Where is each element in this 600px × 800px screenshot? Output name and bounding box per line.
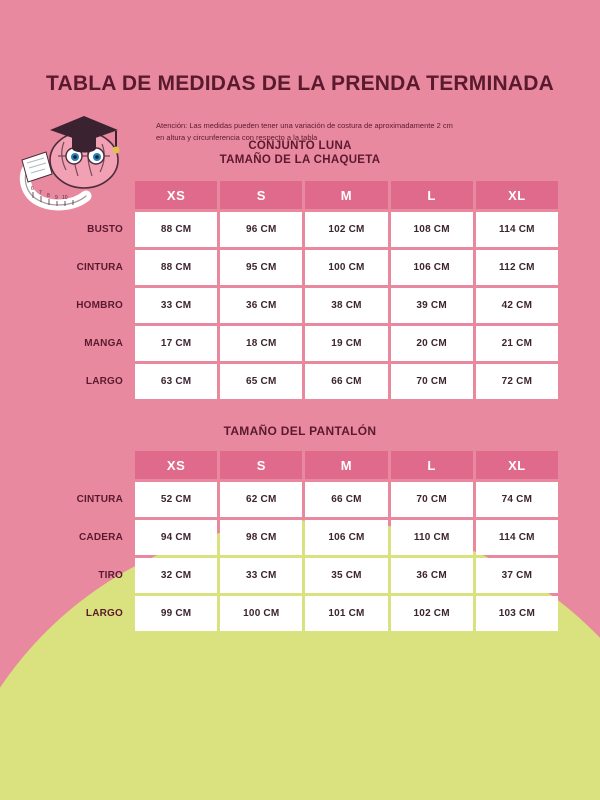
pants-size-header: XL bbox=[476, 451, 558, 479]
jacket-cell: 108 CM bbox=[391, 212, 473, 247]
jacket-cell: 88 CM bbox=[135, 250, 217, 285]
table-row bbox=[42, 364, 558, 399]
jacket-cell: 95 CM bbox=[220, 250, 302, 285]
pants-cell: 33 CM bbox=[220, 558, 302, 593]
pants-cell: 52 CM bbox=[135, 482, 217, 517]
pants-corner-cell bbox=[42, 451, 132, 479]
pants-cell: 103 CM bbox=[476, 596, 558, 631]
pants-size-header: M bbox=[305, 451, 387, 479]
pants-header-row bbox=[42, 451, 558, 479]
pants-table-wrapper bbox=[0, 448, 600, 634]
pants-cell: 100 CM bbox=[220, 596, 302, 631]
page-title: TABLA DE MEDIDAS DE LA PRENDA TERMINADA bbox=[46, 72, 554, 95]
pants-cell: 101 CM bbox=[305, 596, 387, 631]
jacket-cell: 70 CM bbox=[391, 364, 473, 399]
pants-size-header: L bbox=[391, 451, 473, 479]
pants-cell: 37 CM bbox=[476, 558, 558, 593]
jacket-cell: 112 CM bbox=[476, 250, 558, 285]
table-row bbox=[42, 520, 558, 555]
jacket-cell: 100 CM bbox=[305, 250, 387, 285]
jacket-cell: 65 CM bbox=[220, 364, 302, 399]
jacket-cell: 33 CM bbox=[135, 288, 217, 323]
jacket-size-header: L bbox=[391, 181, 473, 209]
table-row bbox=[42, 326, 558, 361]
jacket-cell: 20 CM bbox=[391, 326, 473, 361]
svg-text:8: 8 bbox=[47, 193, 50, 199]
pants-row-label: LARGO bbox=[85, 608, 123, 619]
svg-text:6: 6 bbox=[31, 186, 34, 192]
table-row bbox=[42, 482, 558, 517]
jacket-cell: 21 CM bbox=[476, 326, 558, 361]
jacket-cell: 102 CM bbox=[305, 212, 387, 247]
pants-cell: 106 CM bbox=[305, 520, 387, 555]
pants-cell: 110 CM bbox=[391, 520, 473, 555]
jacket-row-label: HOMBRO bbox=[76, 300, 123, 311]
jacket-cell: 39 CM bbox=[391, 288, 473, 323]
pants-cell: 36 CM bbox=[391, 558, 473, 593]
pants-cell: 70 CM bbox=[391, 482, 473, 517]
jacket-row-label: CINTURA bbox=[76, 262, 123, 273]
pants-cell: 66 CM bbox=[305, 482, 387, 517]
jacket-cell: 18 CM bbox=[220, 326, 302, 361]
jacket-size-header: XL bbox=[476, 181, 558, 209]
svg-text:7: 7 bbox=[39, 190, 42, 196]
pants-size-header: XS bbox=[135, 451, 217, 479]
jacket-cell: 42 CM bbox=[476, 288, 558, 323]
pants-heading: TAMAÑO DEL PANTALÓN bbox=[223, 424, 377, 438]
pants-row-label: CINTURA bbox=[76, 494, 123, 505]
table-row bbox=[42, 250, 558, 285]
jacket-cell: 63 CM bbox=[135, 364, 217, 399]
jacket-size-header: S bbox=[220, 181, 302, 209]
jacket-cell: 114 CM bbox=[476, 212, 558, 247]
pants-size-table bbox=[39, 448, 561, 634]
pants-cell: 98 CM bbox=[220, 520, 302, 555]
jacket-row-label: MANGA bbox=[84, 338, 123, 349]
graduation-brain-measuring-tape-icon bbox=[16, 108, 146, 218]
table-row bbox=[42, 596, 558, 631]
pants-cell: 62 CM bbox=[220, 482, 302, 517]
jacket-cell: 38 CM bbox=[305, 288, 387, 323]
pants-cell: 32 CM bbox=[135, 558, 217, 593]
jacket-cell: 106 CM bbox=[391, 250, 473, 285]
jacket-cell: 72 CM bbox=[476, 364, 558, 399]
pants-cell: 102 CM bbox=[391, 596, 473, 631]
pants-cell: 114 CM bbox=[476, 520, 558, 555]
pants-cell: 35 CM bbox=[305, 558, 387, 593]
jacket-size-header: M bbox=[305, 181, 387, 209]
pants-cell: 99 CM bbox=[135, 596, 217, 631]
measurement-note: Atención: Las medidas pueden tener una variación de costura de aproximadamente 2 cm en altura y circunferencia con respecto a la tabla bbox=[156, 121, 453, 142]
table-row bbox=[42, 558, 558, 593]
jacket-heading-line1: CONJUNTO LUNA bbox=[248, 140, 352, 152]
pants-cell: 74 CM bbox=[476, 482, 558, 517]
jacket-row-label: LARGO bbox=[85, 376, 123, 387]
jacket-cell: 88 CM bbox=[135, 212, 217, 247]
jacket-cell: 36 CM bbox=[220, 288, 302, 323]
jacket-size-header: XS bbox=[135, 181, 217, 209]
jacket-row-label: BUSTO bbox=[87, 224, 123, 235]
jacket-cell: 17 CM bbox=[135, 326, 217, 361]
jacket-cell: 19 CM bbox=[305, 326, 387, 361]
pants-cell: 94 CM bbox=[135, 520, 217, 555]
pants-row-label: CADERA bbox=[79, 532, 123, 543]
jacket-heading-line2: TAMAÑO DE LA CHAQUETA bbox=[219, 154, 381, 166]
svg-text:10: 10 bbox=[62, 195, 68, 201]
pants-row-label: TIRO bbox=[98, 570, 123, 581]
table-row bbox=[42, 288, 558, 323]
jacket-cell: 96 CM bbox=[220, 212, 302, 247]
pants-size-header: S bbox=[220, 451, 302, 479]
jacket-cell: 66 CM bbox=[305, 364, 387, 399]
svg-text:9: 9 bbox=[55, 195, 58, 201]
